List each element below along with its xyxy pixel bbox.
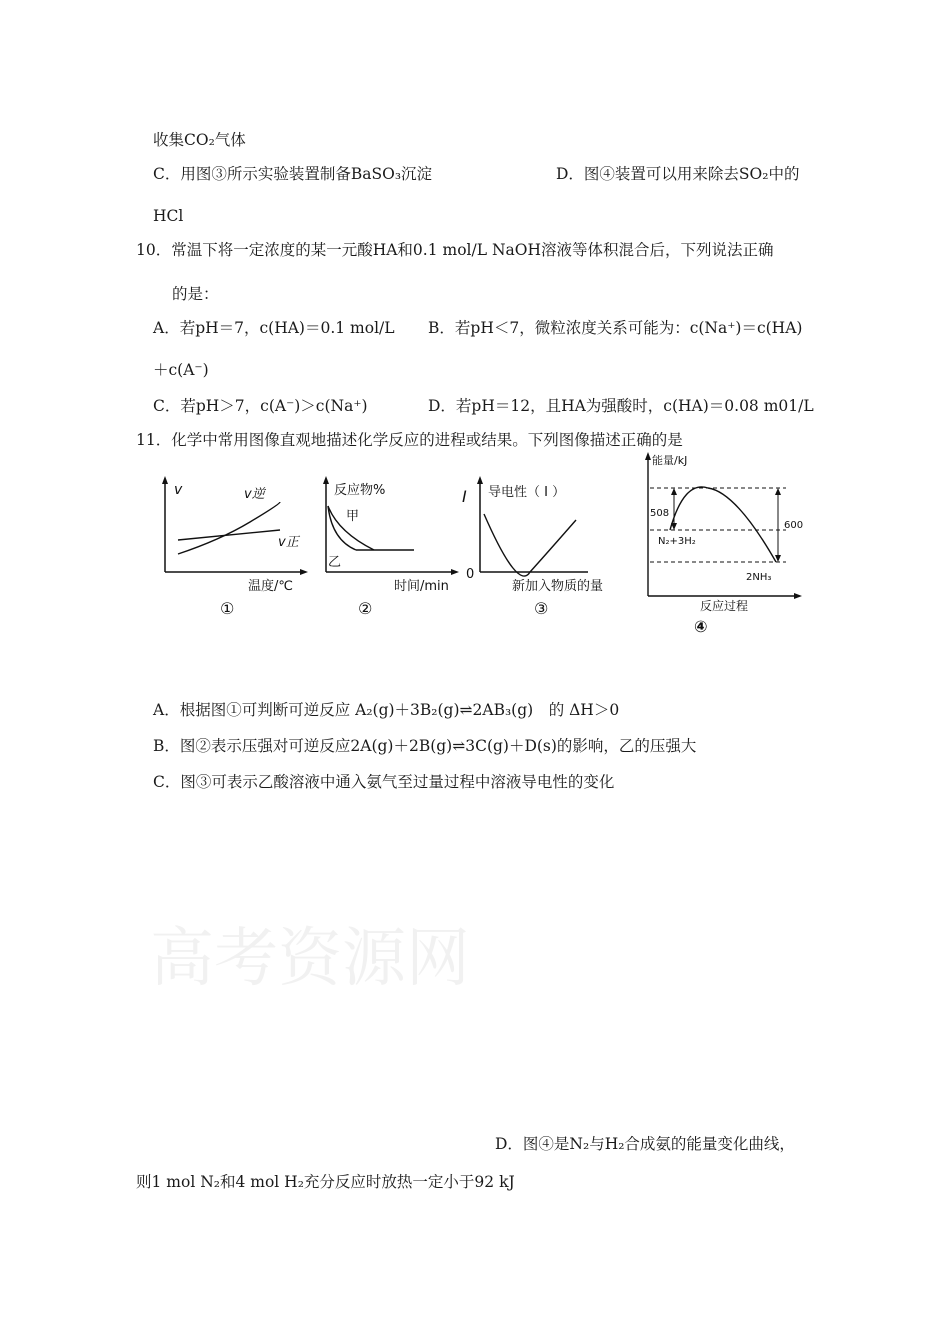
line-collect-co2: 收集CO₂气体 [153,131,246,149]
fig3-caption: ③ [534,599,549,618]
q11-option-b: B．图②表示压强对可逆反应2A(g)＋2B(g)⇌3C(g)＋D(s)的影响，乙的压强大 [153,737,697,755]
fig1-curve2-label: v正 [278,535,299,550]
fig2-xlabel: 时间/min [394,579,449,594]
question-11: 11．化学中常用图像直观地描述化学反应的进程或结果。下列图像描述正确的是 [136,431,683,449]
fig3-xlabel: 新加入物质的量 [512,579,604,594]
fig1-curve1-label: v逆 [244,487,265,502]
q10-option-d: D．若pH＝12，且HA为强酸时，c(HA)＝0.08 m01/L [428,397,814,415]
fig4-ylabel: 能量/kJ [652,454,688,467]
line-hcl: HCl [153,207,184,225]
q11-option-a: A．根据图①可判断可逆反应 A₂(g)＋3B₂(g)⇌2AB₃(g) 的 ΔH＞0 [153,701,620,719]
option-d-fig4: D．图④装置可以用来除去SO₂中的 [556,165,800,183]
fig3-ylabel: I [462,487,467,506]
fig1-ylabel: v [174,482,183,498]
fig3-ytitle: 导电性（ I ） [488,485,566,500]
fig4-product-label: 2NH₃ [746,572,772,583]
watermark-text: 高考资源网 [150,922,470,996]
fig4-600-label: 600 [784,520,804,531]
q10-option-b-cont: ＋c(A⁻) [153,361,209,379]
figure-3 [458,472,618,622]
fig1-xlabel: 温度/℃ [248,579,293,594]
q10-option-b: B．若pH＜7，微粒浓度关系可能为：c(Na⁺)＝c(HA) [428,319,803,337]
figure-1 [150,472,310,622]
q11-option-c: C．图③可表示乙酸溶液中通入氨气至过量过程中溶液导电性的变化 [153,773,615,791]
option-c-fig3: C．用图③所示实验装置制备BaSO₃沉淀 [153,165,433,183]
fig2-curve1-label: 甲 [346,509,360,524]
fig4-508-label: 508 [650,508,670,519]
q11-option-d: D．图④是N₂与H₂合成氨的能量变化曲线， [495,1135,795,1153]
fig3-origin: 0 [466,567,475,582]
figure-2 [316,472,461,622]
fig4-caption: ④ [694,617,708,636]
fig4-reactant-label: N₂+3H₂ [658,536,696,547]
fig1-caption: ① [220,599,235,618]
fig4-xlabel: 反应过程 [700,599,749,613]
watermark [150,830,490,1030]
fig2-curve2-label: 乙 [328,555,342,570]
fig2-caption: ② [358,599,373,618]
fig2-ylabel: 反应物% [334,483,386,498]
q10-option-a: A．若pH＝7，c(HA)＝0.1 mol/L [153,319,395,337]
figure-4 [636,450,808,640]
question-10: 10．常温下将一定浓度的某一元酸HA和0.1 mol/L NaOH溶液等体积混合后，下列说法正确 [136,241,774,259]
q11-option-d-cont: 则1 mol N₂和4 mol H₂充分反应时放热一定小于92 kJ [136,1173,515,1191]
q10-option-c: C．若pH＞7，c(A⁻)＞c(Na⁺) [153,397,368,415]
question-10-cont: 的是： [172,285,219,303]
